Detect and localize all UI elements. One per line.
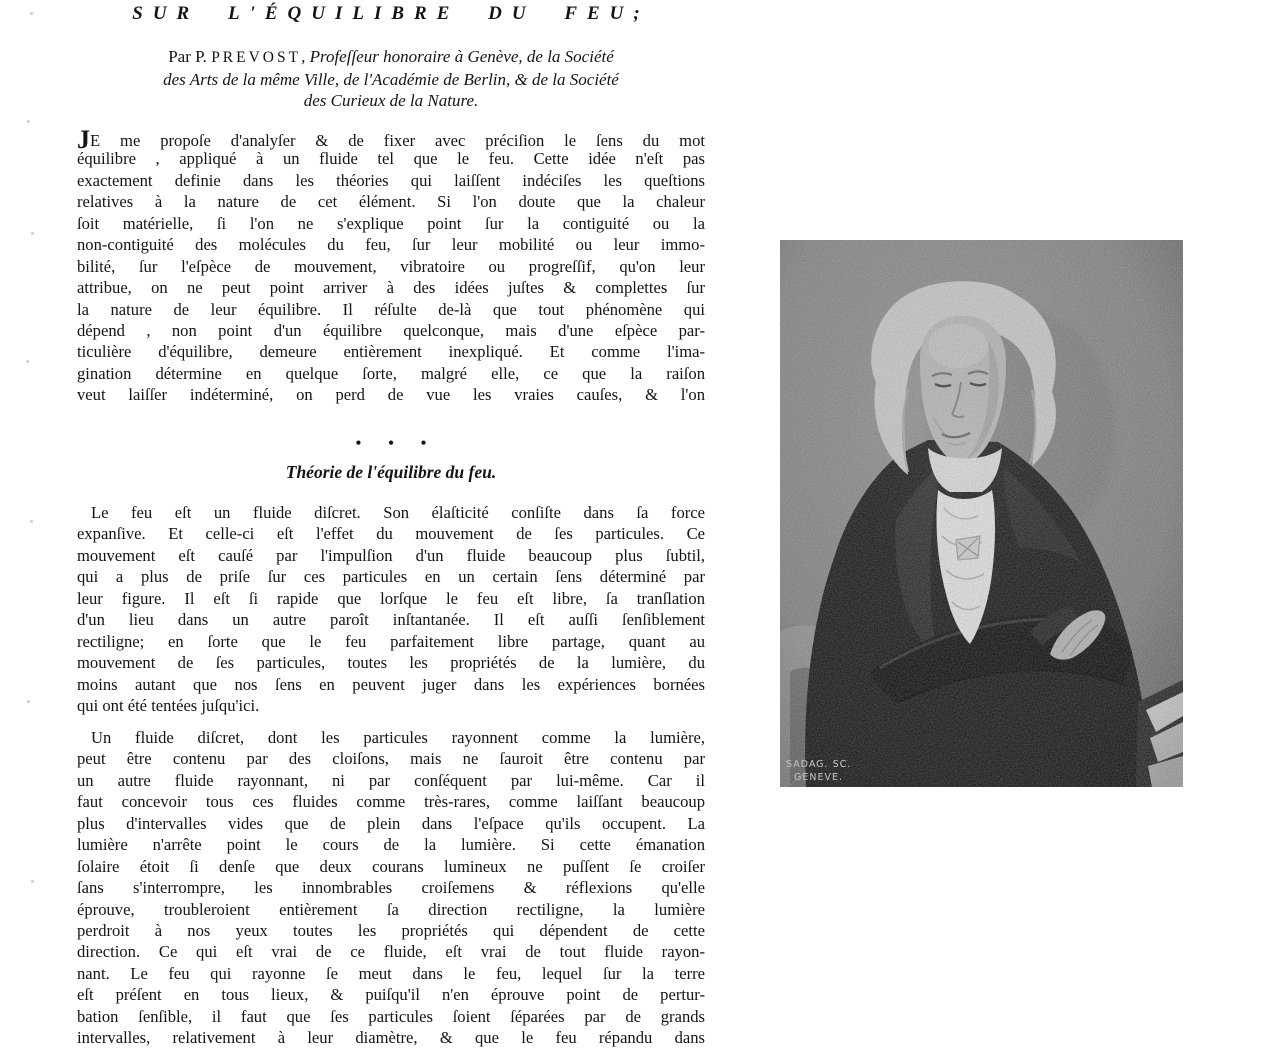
- scan-speck: [27, 700, 30, 703]
- text-line: veut laiſſer indéterminé, on perd de vue les vraies cauſes, & l'on: [77, 385, 705, 405]
- author-name: PREVOST: [211, 49, 302, 66]
- scan-speck: [30, 12, 33, 15]
- text-line: relatives à la nature de cet élément. Si l'on doute que la chaleur: [77, 192, 705, 212]
- text-line: rectiligne; en ſorte que le feu parfaitement libre partage, quant au: [77, 631, 705, 651]
- text-line: bation ſenſible, il faut que ſes particules ſoient ſéparées par de grands: [77, 1006, 705, 1026]
- byline-line-1-rest: , Profeſſeur honoraire à Genève, de la Société: [301, 47, 614, 66]
- portrait-image: [780, 240, 1183, 787]
- scan-speck: [26, 360, 29, 363]
- byline-line-2: des Arts de la même Ville, de l'Académie de Berlin, & de la Société: [163, 69, 619, 89]
- paragraph-3: [77, 727, 705, 1049]
- text-line: ſolaire étoit ſi denſe que deux courans lumineux ne puſſent ſe croiſer: [77, 856, 705, 876]
- text-line: qui a plus de priſe ſur ces particules en un certain ſens déterminé par: [77, 567, 705, 587]
- text-line: attribue, on ne peut point arriver à des idées juſtes & complettes ſur: [77, 278, 705, 298]
- grain-dark: [780, 240, 1183, 787]
- text-line: ſoit matérielle, ſi l'on ne s'explique point ſur la contiguité ou la: [77, 213, 705, 233]
- text-column: [77, 0, 705, 1048]
- page-title: SUR L'ÉQUILIBRE DU FEU;: [132, 3, 650, 24]
- text-line: éprouve, troubleroient entièrement ſa direction rectiligne, la lumière: [77, 899, 705, 919]
- section-separator: •••: [355, 435, 454, 452]
- text-line: expanſive. Et celle-ci eſt l'effet du mouvement de ſes particules. Ce: [77, 524, 705, 544]
- drop-cap: J: [77, 125, 90, 154]
- scan-speck: [27, 120, 30, 123]
- text-line-rest: E me propoſe d'analyſer & de fixer avec préciſion le ſens du mot: [90, 131, 705, 150]
- text-line: gination détermine en quelque ſorte, malgré elle, ce que la raiſon: [77, 363, 705, 383]
- scan-speck: [31, 232, 34, 235]
- section-heading: Théorie de l'équilibre du feu.: [285, 462, 497, 482]
- scan-speck: [30, 520, 33, 523]
- text-line: ſans s'interrompre, les innombrables croiſemens & réflexions qu'elle: [77, 878, 705, 898]
- byline-line-1: [77, 46, 705, 69]
- text-line: mouvement eſt cauſé par l'impulſion d'un fluide beaucoup plus ſubtil,: [77, 545, 705, 565]
- text-line: nant. Le feu qui rayonne ſe meut dans le feu, lequel ſur la terre: [77, 963, 705, 983]
- text-line: eſt préſent en tous lieux, & puiſqu'il n'en éprouve point de pertur-: [77, 985, 705, 1005]
- text-line: peut être contenu par des cloiſons, mais ne ſauroit être contenu par: [77, 749, 705, 769]
- text-line: perdroit à nos yeux toutes les propriétés qui dépendent de cette: [77, 920, 705, 940]
- paragraph-1: [77, 127, 705, 406]
- text-line: non-contiguité des molécules du feu, ſur leur mobilité ou leur immo-: [77, 235, 705, 255]
- portrait-engraving: [780, 240, 1183, 787]
- text-line: plus d'intervalles vides que de plein dans l'eſpace qu'ils occupent. La: [77, 813, 705, 833]
- text-line: lumière n'arrête point le cours de la lumière. Si cette émanation: [77, 835, 705, 855]
- text-line: moins autant que nos ſens en peuvent juger dans les expériences bornées: [77, 674, 705, 694]
- text-line: dépend , non point d'un équilibre quelconque, mais d'une eſpèce par-: [77, 320, 705, 340]
- cut-text-line: intervalles, relativement à leur diamètre, & que le feu répandu dans: [77, 1028, 705, 1048]
- text-line: la nature de leur équilibre. Il réſulte de-là que tout phénomène qui: [77, 299, 705, 319]
- text-line: bilité, ſur l'eſpèce de mouvement, vibratoire ou progreſſif, qu'on leur: [77, 256, 705, 276]
- text-line: qui ont été tentées juſqu'ici.: [77, 695, 260, 715]
- text-line: mouvement de ſes particules, toutes les propriétés de la lumière, du: [77, 653, 705, 673]
- text-line: leur figure. Il eſt ſi rapide que lorſque le feu eſt libre, ſa tranſlation: [77, 588, 705, 608]
- paragraph-2: [77, 502, 705, 716]
- text-line: Le feu eſt un fluide diſcret. Son élaſticité conſiſte dans ſa force: [91, 503, 705, 522]
- text-line: faut concevoir tous ces fluides comme très-rares, comme laiſſant beaucoup: [77, 792, 705, 812]
- byline-line-3: des Curieux de la Nature.: [303, 91, 479, 110]
- scan-speck: [31, 880, 34, 883]
- text-line: Un fluide diſcret, dont les particules rayonnent comme la lumière,: [91, 728, 705, 747]
- text-line: un autre fluide rayonnant, ni par conſéquent par lui-même. Car il: [77, 770, 705, 790]
- byline: [77, 46, 705, 112]
- byline-prefix: Par P.: [168, 47, 212, 66]
- text-line: d'un lieu dans un autre paroît inſtantanée. Il eſt auſſi ſenſiblement: [77, 610, 705, 630]
- text-line: exactement definie dans les théories qui laiſſent indéciſes les queſtions: [77, 170, 705, 190]
- text-line: ticulière d'équilibre, demeure entièrement inexpliqué. Et comme l'ima-: [77, 342, 705, 362]
- text-line: direction. Ce qui eſt vrai de ce fluide, eſt vrai de tout fluide rayon-: [77, 942, 705, 962]
- text-line: équilibre , appliqué à un fluide tel que le feu. Cette idée n'eſt pas: [77, 149, 705, 169]
- text-line: [77, 125, 705, 154]
